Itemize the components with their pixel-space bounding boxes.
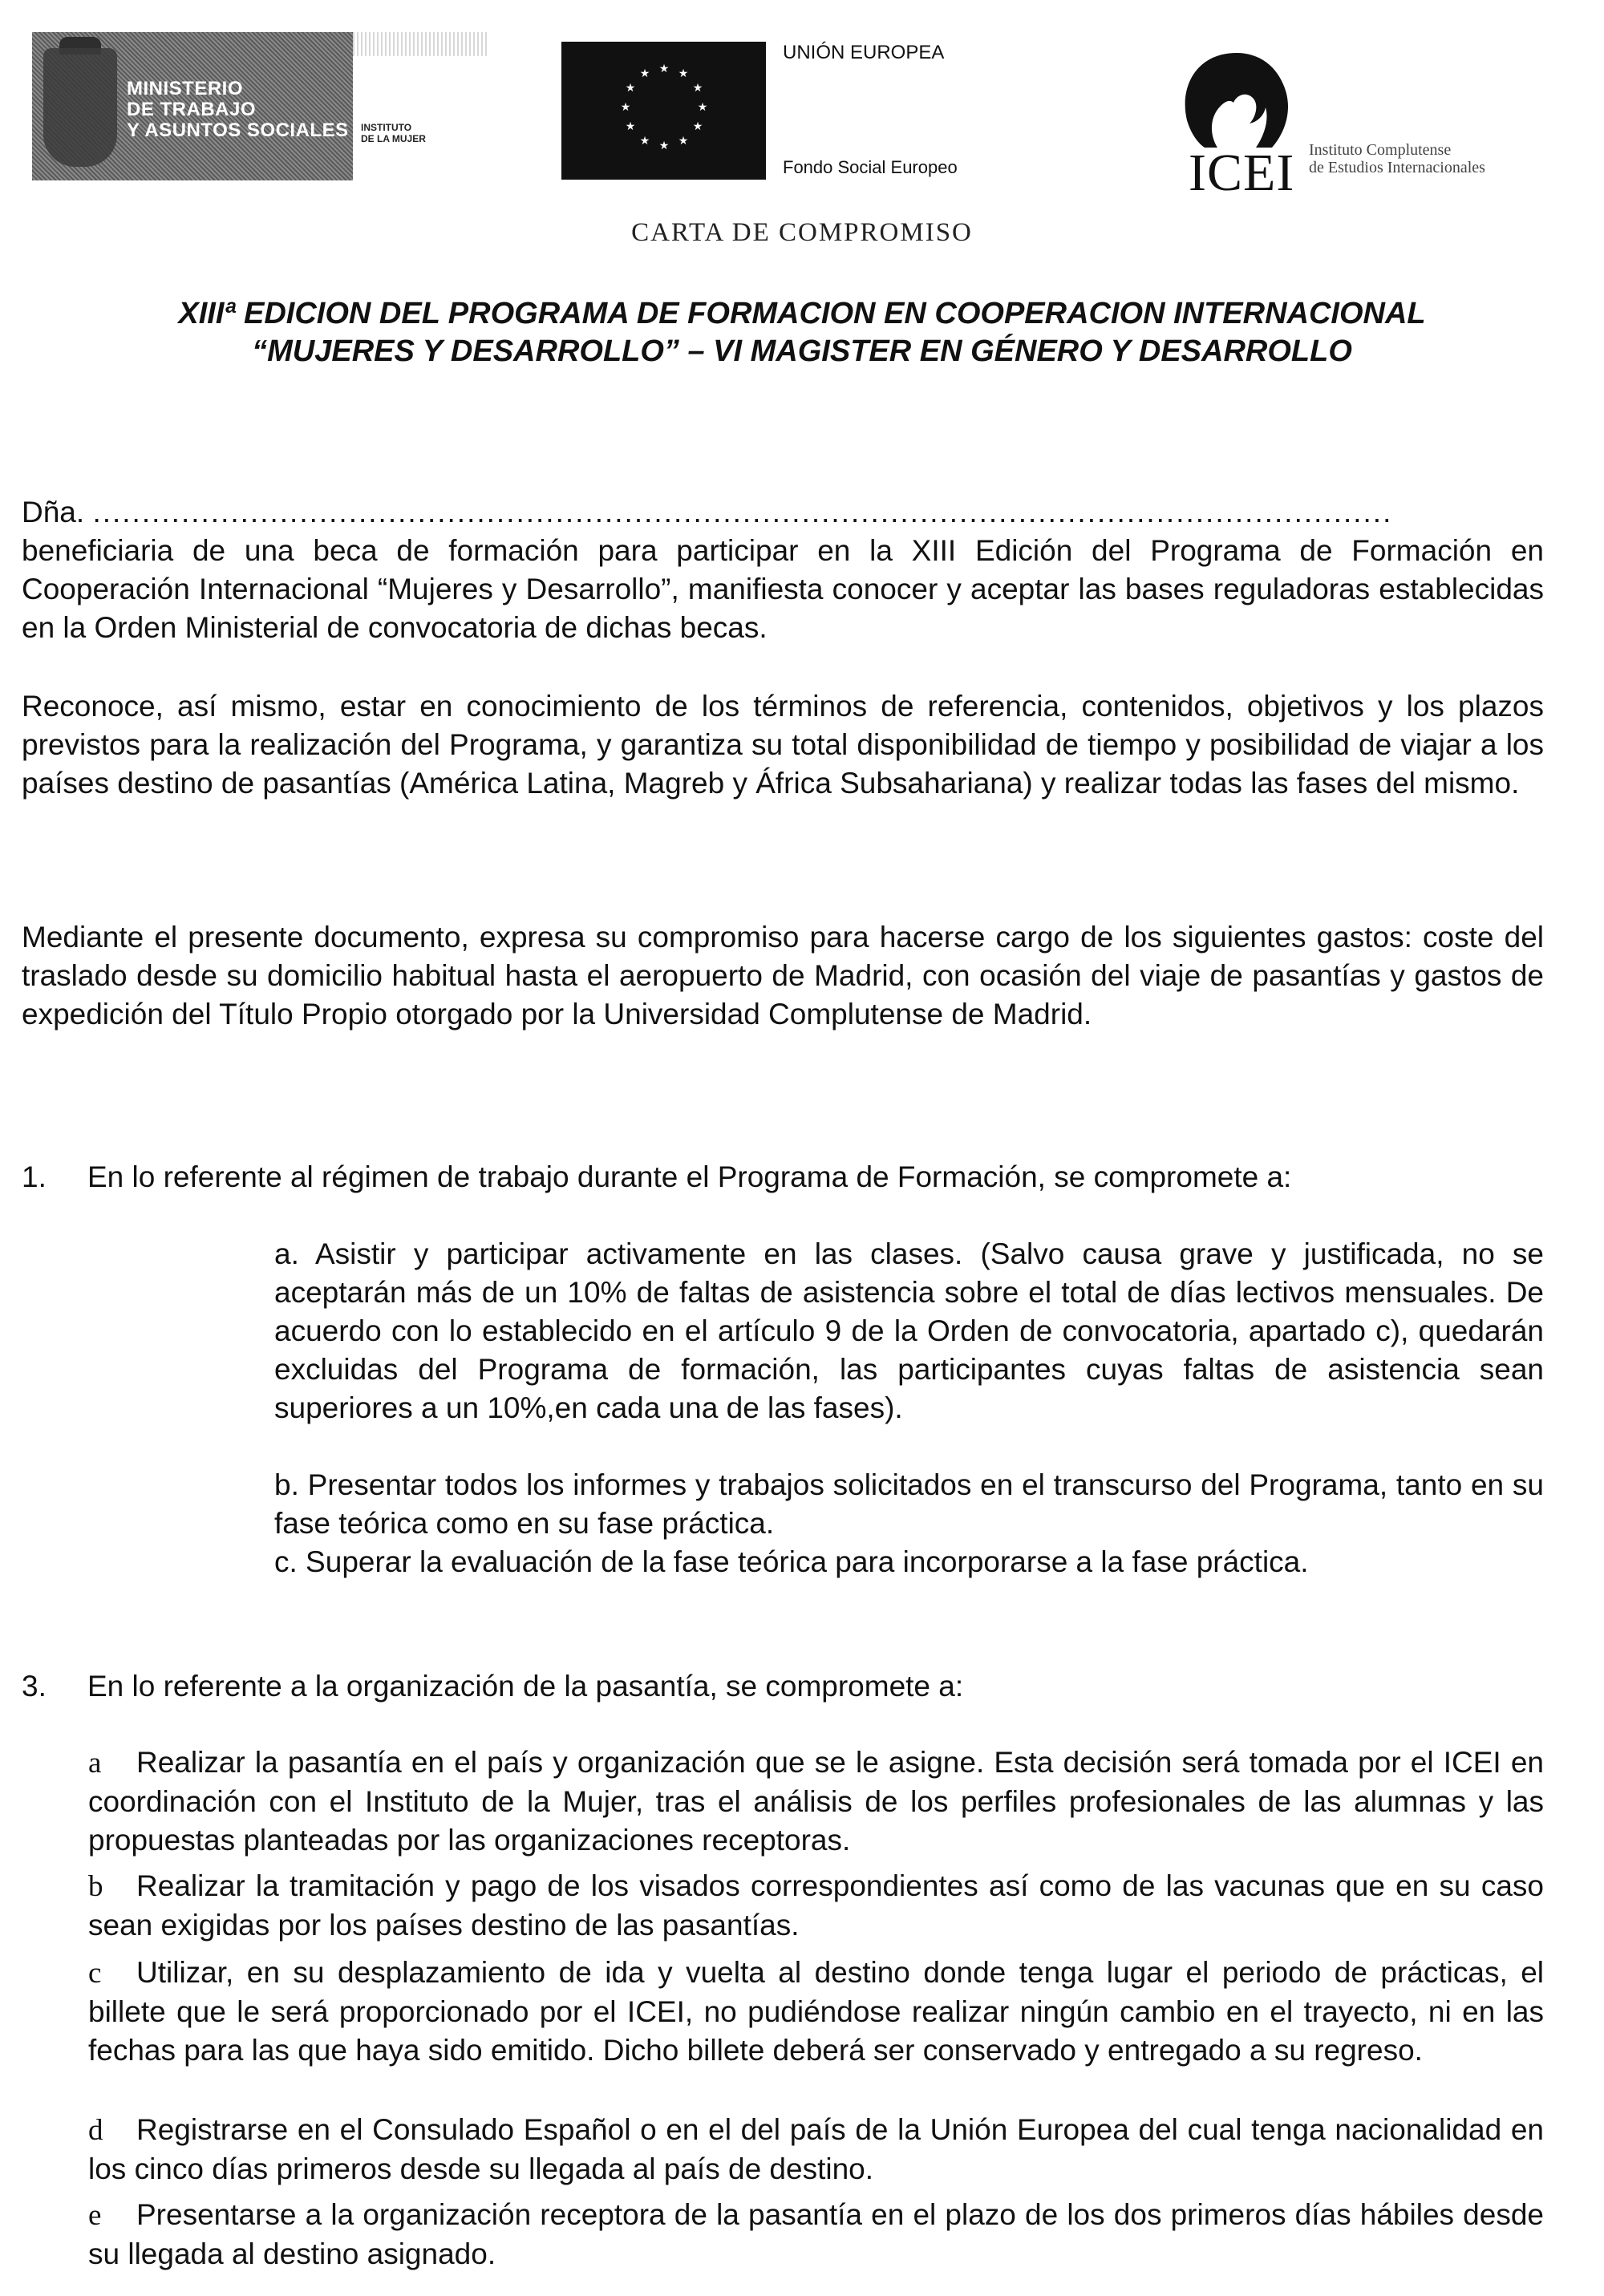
icei-name-line-2: de Estudios Internacionales (1309, 159, 1485, 176)
item-3-sub-b (88, 1867, 1544, 1945)
item-1 (22, 1158, 1291, 1197)
document-title: CARTA DE COMPROMISO (631, 218, 973, 247)
item-3-sub-c-text: Utilizar, en su desplazamiento de ida y vuelta al destino donde tenga lugar el periodo de prácticas, el billete que le será proporcionado por el ICEI, no pudiéndose realizar ningún cambio en el trayecto, ni en las fechas para las que haya sido emitido. Dicho billete deberá ser conservado y entregado a su regreso. (88, 1956, 1544, 2067)
eu-stars-icon (561, 42, 766, 180)
paragraph-beneficiaria: beneficiaria de una beca de formación para participar en la XIII Edición del Programa de Formación en Cooperación Internacional “Mujeres y Desarrollo”, manifiesta conocer y aceptar las bases reguladoras establecidas en la Orden Ministerial de convocatoria de dichas becas. (22, 534, 1544, 644)
program-title (48, 295, 1556, 371)
name-blank: .................................................................................................................................... (92, 496, 1393, 528)
ministerio-emblem-box (32, 32, 353, 180)
svg-text:★: ★ (639, 135, 650, 148)
svg-text:★: ★ (625, 82, 636, 95)
item-3-sub-b-letter: b (88, 1870, 103, 1903)
eu-fund-name: Fondo Social Europeo (783, 157, 958, 177)
item-1-number: 1. (22, 1160, 47, 1193)
item-1-text: En lo referente al régimen de trabajo durante el Programa de Formación, se compromete a: (87, 1160, 1292, 1193)
item-3-sub-d (88, 2111, 1544, 2189)
name-label: Dña. (22, 496, 85, 528)
item-3-sub-a-letter: a (88, 1747, 102, 1780)
svg-text:★: ★ (697, 101, 708, 114)
svg-text:★: ★ (620, 101, 631, 114)
svg-text:★: ★ (692, 82, 703, 95)
item-3-sub-c-letter: c (88, 1957, 102, 1990)
icei-full-name (1309, 141, 1485, 176)
item-3-sub-a-text: Realizar la pasantía en el país y organización que se le asigne. Esta decisión será tomada por el ICEI en coordinación con el Instituto de la Mujer, tras el análisis de los perfiles profesionales de las alumnas y las propuestas planteadas por las organizaciones receptoras. (88, 1746, 1544, 1857)
ministerio-logo (32, 32, 437, 180)
instituto-line-2: DE LA MUJER (361, 133, 426, 144)
scan-artifact (353, 32, 489, 56)
paragraph-mediante: Mediante el presente documento, expresa su compromiso para hacerse cargo de los siguientes gastos: coste del traslado desde su domicilio habitual hasta el aeropuerto de Madrid, con ocasión del viaje de pasantías y gastos de expedición del Título Propio otorgado por la Universidad Complutense de Madrid. (22, 921, 1544, 1031)
svg-text:★: ★ (658, 140, 670, 152)
program-title-line-2: “MUJERES Y DESARROLLO” – VI MAGISTER EN GÉNERO Y DESARROLLO (252, 334, 1352, 368)
item-3-sub-e-letter: e (88, 2199, 102, 2232)
ministerio-name (127, 79, 351, 141)
item-3-text: En lo referente a la organización de la pasantía, se compromete a: (87, 1670, 964, 1703)
svg-text:★: ★ (625, 120, 636, 133)
icei-logo (1173, 47, 1590, 202)
svg-text:★: ★ (658, 63, 670, 75)
item-1-sub-a: a. Asistir y participar activamente en las clases. (Salvo causa grave y justificada, no se aceptarán más de un 10% de faltas de asistencia sobre el total de días lectivos mensuales. De acuerdo con lo establecido en el artículo 9 de la Orden de convocatoria, apartado c), quedarán excluidas del Programa de formación, las participantes cuyas faltas de asistencia sean superiores a un 10%,en cada una de las fases). (274, 1237, 1544, 1424)
eu-flag-logo (561, 42, 766, 180)
item-3-sub-e (88, 2196, 1544, 2274)
instituto-line-1: INSTITUTO (361, 122, 412, 133)
item-3-sub-e-text: Presentarse a la organización receptora de la pasantía en el plazo de los dos primeros días hábiles desde su llegada al destino asignado. (88, 2198, 1544, 2270)
icei-name-line-1: Instituto Complutense (1309, 141, 1452, 159)
svg-text:★: ★ (678, 135, 689, 148)
paragraph-reconoce: Reconoce, así mismo, estar en conocimiento de los términos de referencia, contenidos, objetivos y los plazos previstos para la realización del Programa, y garantiza su total disponibilidad de tiempo y posibilidad de viajar a los países destino de pasantías (América Latina, Magreb y África Subsahariana) y realizar todas las fases del mismo. (22, 690, 1544, 800)
item-3-sub-d-text: Registrarse en el Consulado Español o en el del país de la Unión Europea del cual tenga nacionalidad en los cinco días primeros desde su llegada al país de destino. (88, 2113, 1544, 2185)
ministerio-line-3: Y ASUNTOS SOCIALES (127, 119, 349, 141)
name-line (22, 493, 1544, 532)
icei-acronym: ICEI (1189, 144, 1295, 202)
item-3 (22, 1667, 963, 1706)
instituto-name (361, 122, 441, 144)
svg-text:★: ★ (678, 67, 689, 80)
ministerio-line-2: DE TRABAJO (127, 99, 257, 120)
svg-text:★: ★ (692, 120, 703, 133)
item-1-sub-c: c. Superar la evaluación de la fase teórica para incorporarse a la fase práctica. (274, 1545, 1309, 1578)
item-1-sub-b: b. Presentar todos los informes y trabajos solicitados en el transcurso del Programa, tanto en su fase teórica como en su fase práctica. (274, 1468, 1544, 1540)
item-3-sub-c (88, 1954, 1544, 2070)
svg-text:★: ★ (639, 67, 650, 80)
item-3-sub-a (88, 1743, 1544, 1860)
item-3-number: 3. (22, 1670, 47, 1703)
coat-of-arms-icon (43, 48, 117, 167)
ministerio-line-1: MINISTERIO (127, 78, 244, 99)
eu-title: UNIÓN EUROPEA (783, 42, 945, 63)
program-title-line-1: XIIIª EDICION DEL PROGRAMA DE FORMACION EN COOPERACION INTERNACIONAL (178, 297, 1426, 330)
item-3-sub-b-text: Realizar la tramitación y pago de los visados correspondientes así como de las vacunas que en su caso sean exigidas por los países destino de las pasantías. (88, 1869, 1544, 1942)
item-3-sub-d-letter: d (88, 2114, 103, 2147)
